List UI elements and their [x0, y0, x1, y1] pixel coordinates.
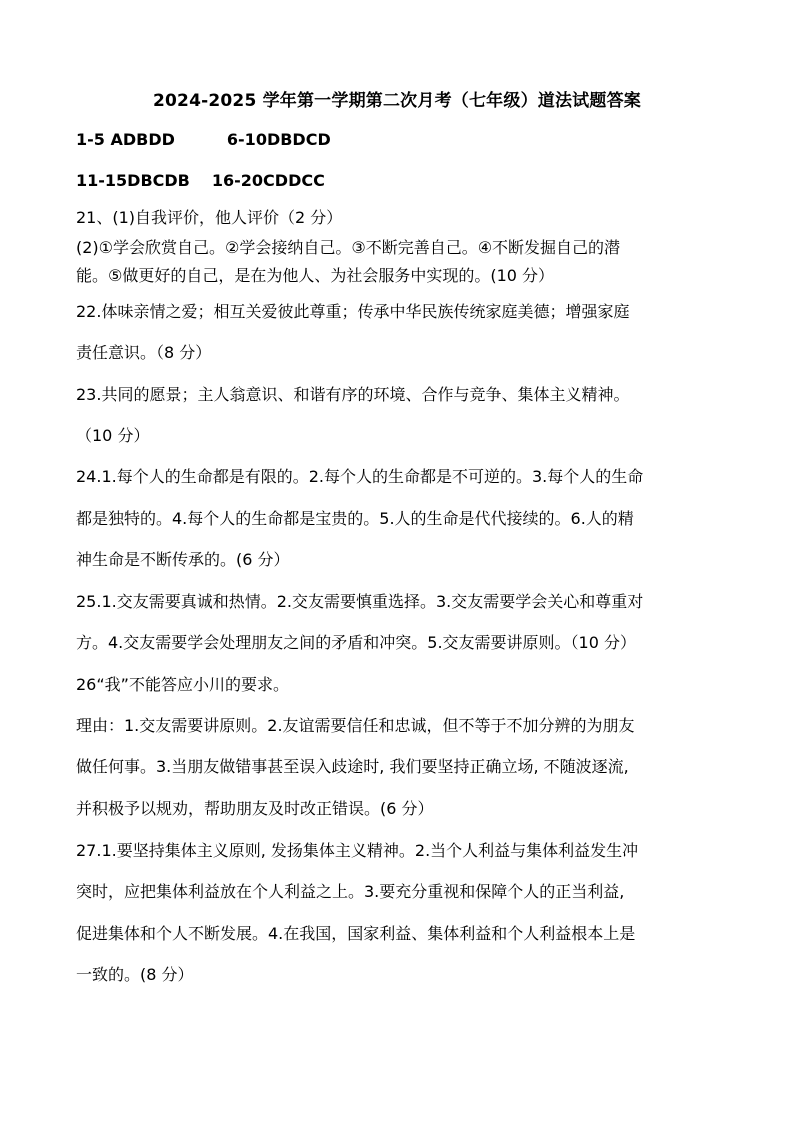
mc-answers-16-20: 16-20CDDCC — [211, 171, 325, 190]
answer-22-line-1: 22.体味亲情之爱；相互关爱彼此尊重；传承中华民族传统家庭美德；增强家庭 — [76, 302, 630, 321]
answer-21-line-3: 能。⑤做更好的自己，是在为他人、为社会服务中实现的。(10 分） — [76, 266, 555, 285]
answer-26-line-1: 26“我”不能答应小川的要求。 — [76, 675, 289, 694]
answer-27-line-2: 突时，应把集体利益放在个人利益之上。3.要充分重视和保障个人的正当利益, — [76, 882, 625, 901]
answer-26-line-2: 理由：1.交友需要讲原则。2.友谊需要信任和忠诚，但不等于不加分辨的为朋友 — [76, 716, 635, 735]
answer-21-line-2: (2)①学会欣赏自己。②学会接纳自己。③不断完善自己。④不断发掘自己的潜 — [76, 238, 621, 257]
answer-23-line-2: （10 分） — [76, 426, 150, 445]
answer-27-line-3: 促进集体和个人不断发展。4.在我国，国家利益、集体利益和个人利益根本上是 — [76, 924, 636, 943]
answer-25-line-2: 方。4.交友需要学会处理朋友之间的矛盾和冲突。5.交友需要讲原则。（10 分） — [76, 633, 636, 652]
mc-answers-1-5: 1-5 ADBDD — [76, 130, 175, 149]
answer-23-line-1: 23.共同的愿景；主人翁意识、和谐有序的环境、合作与竞争、集体主义精神。 — [76, 385, 630, 404]
answer-25-line-1: 25.1.交友需要真诚和热情。2.交友需要慎重选择。3.交友需要学会关心和尊重对 — [76, 592, 644, 611]
answer-24-line-2: 都是独特的。4.每个人的生命都是宝贵的。5.人的生命是代代接续的。6.人的精 — [76, 509, 634, 528]
answer-26-line-3: 做任何事。3.当朋友做错事甚至误入歧途时, 我们要坚持正确立场, 不随波逐流, — [76, 757, 629, 776]
answer-24-line-3: 神生命是不断传承的。(6 分） — [76, 550, 290, 569]
answer-26-line-4: 并积极予以规劝，帮助朋友及时改正错误。(6 分） — [76, 799, 434, 818]
mc-answers-row-1 — [76, 130, 331, 150]
mc-answers-row-2 — [76, 171, 325, 191]
page-title: 2024-2025 学年第一学期第二次月考（七年级）道法试题答案 — [152, 91, 641, 111]
answer-24-line-1: 24.1.每个人的生命都是有限的。2.每个人的生命都是不可逆的。3.每个人的生命 — [76, 467, 644, 486]
answer-27-line-1: 27.1.要坚持集体主义原则, 发扬集体主义精神。2.当个人利益与集体利益发生冲 — [76, 841, 639, 860]
answer-27-line-4: 一致的。(8 分） — [76, 965, 194, 984]
answer-21-line-1: 21、(1)自我评价，他人评价（2 分） — [76, 208, 343, 227]
answer-22-line-2: 责任意识。（8 分） — [76, 343, 212, 362]
mc-answers-6-10: 6-10DBDCD — [226, 130, 331, 149]
mc-answers-11-15: 11-15DBCDB — [76, 171, 190, 190]
